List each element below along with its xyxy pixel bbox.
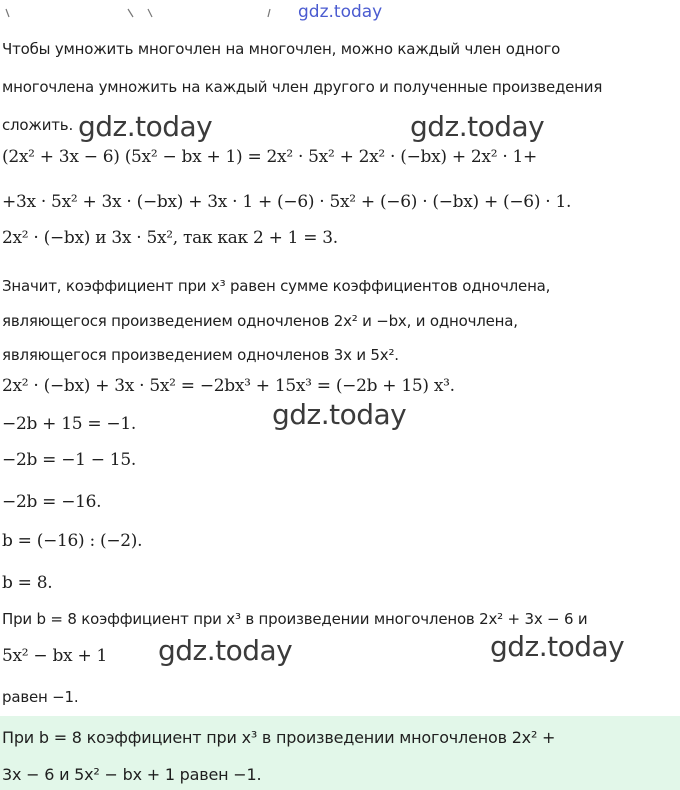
watermark-1: gdz.today [78,110,213,143]
text-line-product-2: являющегося произведением одночленов 3x и 5x². [2,346,399,364]
watermark-3: gdz.today [272,398,407,431]
watermark-2: gdz.today [410,110,545,143]
text-line-coefficient: Значит, коэффициент при x³ равен сумме коэффициентов одночлена, [2,277,551,295]
math-line-equation-4: b = (−16) : (−2). [2,531,143,551]
watermark-4: gdz.today [158,634,293,667]
math-line-result: b = 8. [2,573,53,593]
math-line-equation-2: −2b = −1 − 15. [2,450,136,470]
answer-line-1: При b = 8 коэффициент при x³ в произведении многочленов 2x² + [2,728,556,747]
text-line-2: многочлена умножить на каждый член другого и полученные произведения [2,78,603,96]
math-line-degree-note: 2x² · (−bx) и 3x · 5x², так как 2 + 1 = 3. [2,228,338,248]
watermark-top: gdz.today [298,2,383,22]
text-line-product-1: являющегося произведением одночленов 2x² и −bx, и одночлена, [2,312,518,330]
answer-line-2: 3x − 6 и 5x² − bx + 1 равен −1. [2,765,262,784]
math-line-expansion-1: (2x² + 3x − 6) (5x² − bx + 1) = 2x² · 5x² + 2x² · (−bx) + 2x² · 1+ [2,147,537,167]
text-line-1: Чтобы умножить многочлен на многочлен, можно каждый член одного [2,40,561,58]
math-line-equation-3: −2b = −16. [2,492,102,512]
math-line-expansion-2: +3x · 5x² + 3x · (−bx) + 3x · 1 + (−6) · 5x² + (−6) · (−bx) + (−6) · 1. [2,192,572,212]
text-line-3: сложить. [2,116,74,134]
math-line-equation-1: −2b + 15 = −1. [2,414,136,434]
text-line-conclusion-1: При b = 8 коэффициент при x³ в произведении многочленов 2x² + 3x − 6 и [2,610,588,628]
text-line-conclusion-2: равен −1. [2,688,79,706]
math-line-sum: 2x² · (−bx) + 3x · 5x² = −2bx³ + 15x³ = (−2b + 15) x³. [2,376,455,396]
watermark-5: gdz.today [490,630,625,663]
math-line-polynomial: 5x² − bx + 1 [2,646,108,666]
